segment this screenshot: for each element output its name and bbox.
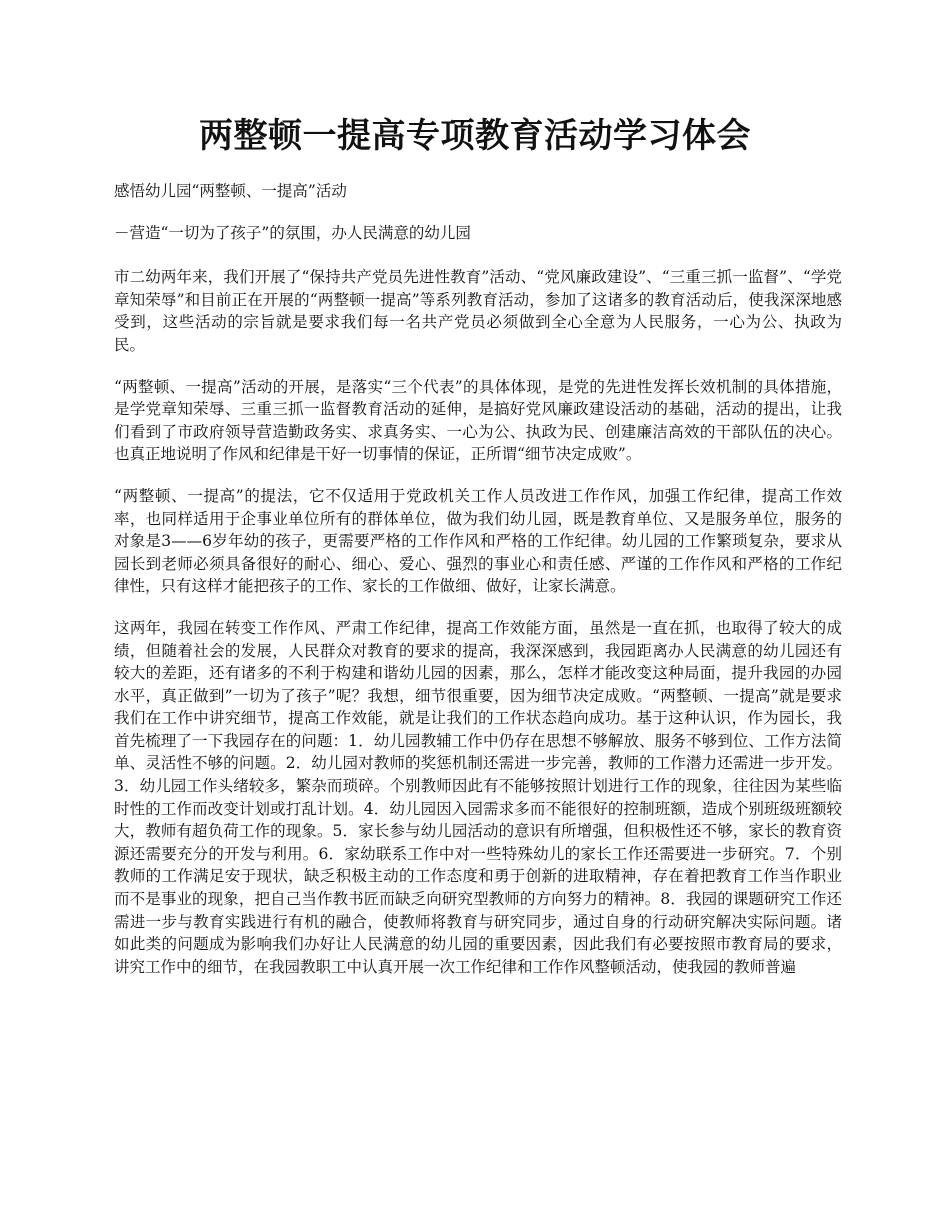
paragraph-2: “两整顿、一提高”活动的开展，是落实“三个代表”的具体体现，是党的先进性发挥长效机制的具体措施，是学党章知荣辱、三重三抓一监督教育活动的延伸，是搞好党风廉政建设活动的基础，活动的提出，让我们看到了市政府领导营造勤政务实、求真务实、一心为公、执政为民、创建廉洁高效的干部队伍的决心。也真正地说明了作风和纪律是干好一切事情的保证，正所谓“细节决定成败”。	[114, 377, 842, 464]
paragraph-subtitle-2: －营造“一切为了孩子”的氛围，办人民满意的幼儿园	[114, 223, 471, 242]
paragraph-3: “两整顿、一提高”的提法，它不仅适用于党政机关工作人员改进工作作风，加强工作纪律，提高工作效率，也同样适用于企事业单位所有的群体单位，做为我们幼儿园，既是教育单位、又是服务单位，服务的对象是3——6岁年幼的孩子，更需要严格的工作作风和严格的工作纪律。幼儿园的工作繁琐复杂，要求从园长到老师必须具备很好的耐心、细心、爱心、强烈的事业心和责任感、严谨的工作作风和严格的工作纪律性，只有这样才能把孩子的工作、家长的工作做细、做好，让家长满意。	[114, 486, 842, 596]
paragraph-4: 这两年，我园在转变工作作风、严肃工作纪律，提高工作效能方面，虽然是一直在抓，也取得了较大的成绩，但随着社会的发展，人民群众对教育的要求的提高，我深深感到，我园距离办人民满意的幼儿园还有较大的差距，还有诸多的不利于构建和谐幼儿园的因素，那么，怎样才能改变这种局面，提升我园的办园水平，真正做到”一切为了孩子”呢？我想，细节很重要，因为细节决定成败。“两整顿、一提高”就是要求我们在工作中讲究细节，提高工作效能，就是让我们的工作状态趋向成功。基于这种认识，作为园长，我首先梳理了一下我园存在的问题：1．幼儿园教辅工作中仍存在思想不够解放、服务不够到位、工作方法简单、灵活性不够的问题。2．幼儿园对教师的奖惩机制还需进一步完善，教师的工作潜力还需进一步开发。3．幼儿园工作头绪较多，繁杂而琐碎。个别教师因此有不能够按照计划进行工作的现象，往往因为某些临时性的工作而改变计划或打乱计划。4．幼儿园因入园需求多而不能很好的控制班额，造成个别班级班额较大，教师有超负荷工作的现象。5．家长参与幼儿园活动的意识有所增强，但积极性还不够，家长的教育资源还需要充分的开发与利用。6．家幼联系工作中对一些特殊幼儿的家长工作还需要进一步研究。7．个别教师的工作满足安于现状，缺乏积极主动的工作态度和勇于创新的进取精神，存在着把教育工作当作职业而不是事业的现象，把自己当作教书匠而缺乏向研究型教师的方向努力的精神。8．我园的课题研究工作还需进一步与教育实践进行有机的融合，使教师将教育与研究同步，通过自身的行动研究解决实际问题。诸如此类的问题成为影响我们办好让人民满意的幼儿园的重要因素，因此我们有必要按照市教育局的要求，讲究工作中的细节，在我园教职工中认真开展一次工作纪律和工作作风整顿活动，使我园的教师普遍	[114, 618, 842, 976]
document-title: 两整顿一提高专项教育活动学习体会	[199, 116, 751, 156]
paragraph-subtitle-1: 感悟幼儿园“两整顿、一提高”活动	[114, 182, 347, 200]
paragraph-1: 市二幼两年来，我们开展了“保持共产党员先进性教育”活动、“党风廉政建设”、“三重三抓一监督”、“学党章知荣辱”和目前正在开展的“两整顿一提高”等系列教育活动，参加了这诸多的教育活动后，使我深深地感受到，这些活动的宗旨就是要求我们每一名共产党员必须做到全心全意为人民服务，一心为公、执政为民。	[114, 268, 842, 354]
document-body	[114, 180, 842, 997]
